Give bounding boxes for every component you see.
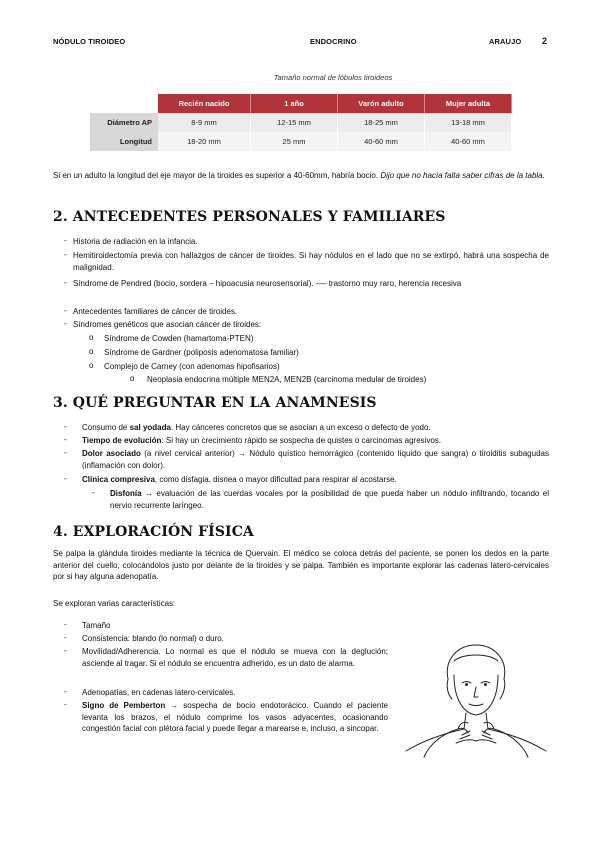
text-run: → evaluación de las cuerdas vocales por la posibilidad de que pueda haber un nódulo infiltrando, tocando el nervio recurrente laríngeo. [110,489,549,510]
list-item: Síndromes genéticos que asocian cáncer de tiroides: [73,320,262,329]
bold-term: Clínica compresiva [82,475,155,484]
bold-term: Tiempo de evolución [82,436,162,445]
sub-list-item: Síndrome de Cowden (hamartoma-PTEN) [104,334,254,343]
column-header: Varón adulto [338,94,425,113]
sub-list-item: Complejo de Carney (con adenomas hipofisarios) [104,362,280,371]
page-number: 2 [542,36,548,46]
list-dash: - [64,448,67,457]
list-dash: - [64,306,67,315]
pemberton-sign-illustration [396,639,556,759]
bold-term: Dolor asociado [82,449,141,458]
list-item: Antecedentes familiares de cáncer de tiroides. [73,307,238,316]
row-header: Longitud [90,132,158,151]
list-bullet: o [89,333,94,342]
exploration-paragraph: Se palpa la glándula tiroides mediante la técnica de Quervain. El médico se coloca detrás del paciente, se ponen los dedos en la parte anterior del cuello, colocándolos justo por delante de la tiroides y se palpa. También es importante explorar las cadenas latero-cervicales por si hay alguna adenopatía. [53,549,549,581]
list-item: Adenopatías, en cadenas latero-cervicales. [82,688,236,697]
list-dash: - [64,687,67,696]
list-item [82,474,549,486]
intro-note: Dijo que no hacía falta saber cifras de la tabla. [380,171,545,180]
table-cell: 40-60 mm [425,132,512,151]
list-dash: - [64,319,67,328]
list-item: Movilidad/Adherencia. Lo normal es que el nódulo se mueva con la deglución; asciende al tragar. Si el nódulo se encuentra adherido, es un dato de alarma. [82,647,388,668]
column-header: Recién nacido [158,94,251,113]
table-cell: 40-60 mm [338,132,425,151]
list-item: Síndrome de Pendred (bocio, sordera – hipoacusia neurosensorial). -— trastorno muy raro, herencia recesiva [73,279,462,288]
section-title-antecedentes: 2. ANTECEDENTES PERSONALES Y FAMILIARES [53,209,446,225]
table-row [90,132,512,151]
list-bullet: o [130,374,135,383]
sub-sub-list-item: Neoplasia endocrina múltiple MEN2A, MEN2B (carcinoma medular de tiroides) [147,375,427,384]
list-dash: - [64,422,67,431]
section-title-anamnesis: 3. QUÉ PREGUNTAR EN LA ANAMNESIS [53,395,377,411]
list-item [82,435,549,447]
list-dash: - [64,250,67,259]
table-cell: 25 mm [251,132,338,151]
header-subject: ENDOCRINO [310,37,357,46]
sub-list-item: Síndrome de Gardner (poliposis adenomatosa familiar) [104,348,299,357]
bold-term: sal yodada [129,423,171,432]
bold-term: Disfonía [110,489,142,498]
table-row [90,113,512,132]
list-bullet: o [89,361,94,370]
column-header: 1 año [251,94,338,113]
table-cell: 8-9 mm [158,113,251,132]
column-header: Mujer adulta [425,94,512,113]
text-run: , como disfagia, disnea o mayor dificultad para respirar al acostarse. [154,475,397,484]
list-item [82,700,388,735]
section-title-exploracion: 4. EXPLORACIÓN FÍSICA [53,524,254,540]
intro-paragraph [53,170,549,182]
text-run: (a nivel cervical anterior) → Nódulo quístico hemorrágico (contenido líquido que sangra) o tiroiditis subagudas (inflamación con dolor). [82,449,549,470]
thyroid-size-table [90,94,512,151]
list-bullet: o [89,347,94,356]
list-item: Consistencia: blando (lo normal) o duro. [82,634,224,643]
list-dash: - [64,633,67,642]
list-dash: - [64,646,67,655]
header-author: ARAUJO [489,37,522,46]
list-dash: - [64,236,67,245]
table-cell: 18-25 mm [338,113,425,132]
table-title: Tamaño normal de lóbulos tiroideos [273,73,393,82]
list-dash: - [64,435,67,444]
list-item [82,448,549,471]
table-cell: 12-15 mm [251,113,338,132]
table-header-row [90,94,512,113]
exploration-intro: Se exploran varias características: [53,599,176,608]
row-header: Diámetro AP [90,113,158,132]
list-dash: - [64,700,67,709]
list-item [82,422,549,434]
list-dash: - [64,278,67,287]
text-run: → sospecha de bocio endotorácico. Cuando el paciente levanta los brazos, el nódulo comprime los vasos adyacentes, ocasionando congestión facial con plétora facial y puede llegar a marearse e, incluso, a sincopar. [82,701,388,733]
table-cell: 13-18 mm [425,113,512,132]
sub-list-item [110,488,549,511]
text-run: . Hay cánceres concretos que se asocian a un exceso o defecto de yodo. [170,423,431,432]
list-item: Tamaño [82,621,111,630]
list-dash: - [64,620,67,629]
list-dash: - [64,474,67,483]
text-run: : Si hay un crecimiento rápido se sospecha de quistes o carcinomas agresivos. [161,436,442,445]
table-corner [90,94,158,113]
header-topic: NÓDULO TIROIDEO [53,37,126,46]
list-dash: - [92,488,95,497]
list-item: Hemitiroidectomía previa con hallazgos de cáncer de tiroides. Si hay nódulos en el lado que no se extirpó, habrá una sospecha de malignidad. [73,251,549,272]
intro-text: Si en un adulto la longitud del eje mayor de la tiroides es superior a 40-60mm, habría bocio. [53,171,379,180]
table-cell: 18-20 mm [158,132,251,151]
text-run: Consumo de [82,423,130,432]
list-item: Historia de radiación en la infancia. [73,237,198,246]
bold-term: Signo de Pemberton [82,701,166,710]
